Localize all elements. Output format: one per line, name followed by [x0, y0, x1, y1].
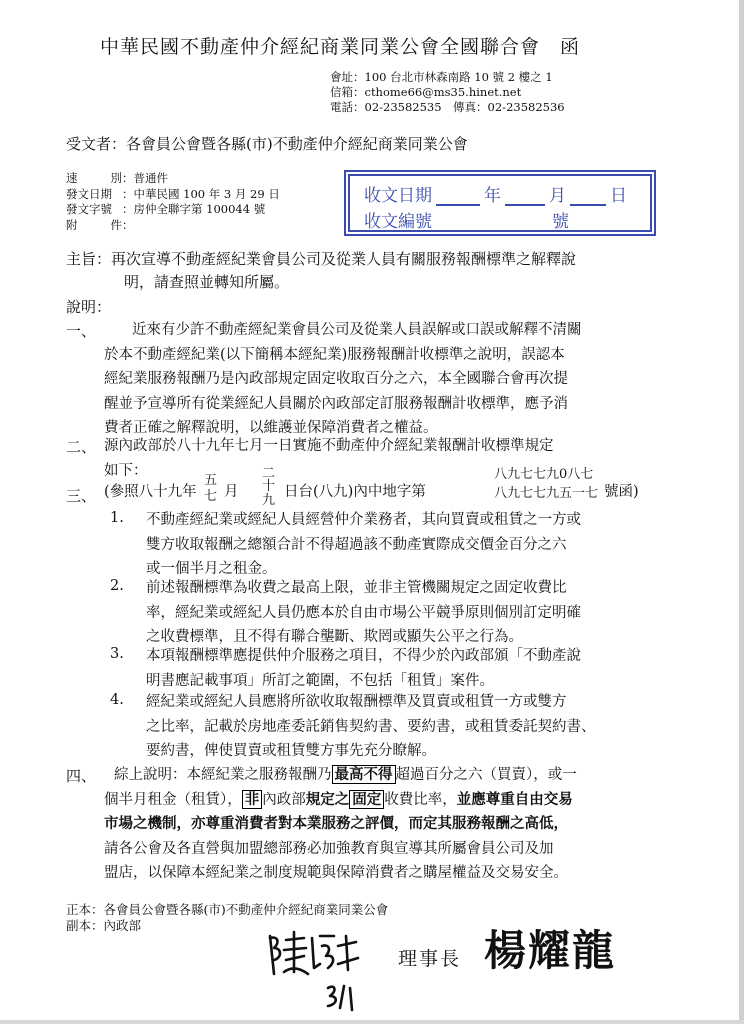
item-three-day-mid: 十 [262, 479, 276, 494]
subject-line-2: 明，請查照並轉知所屬。 [124, 273, 290, 291]
stamp-number-prefix: 收文編號 [364, 212, 432, 232]
contact-block [330, 70, 565, 115]
meta-attach-label-1: 附 [66, 217, 78, 232]
item-three-number: 三、 [66, 487, 97, 505]
item-three-doc-no-top: 八九七七九0八七 [494, 467, 594, 482]
sub-item-line: 之收費標準，且不得有聯合壟斷、欺罔或顯失公平之行為。 [146, 629, 523, 645]
copy-recipients: 副本：內政部 [66, 918, 142, 933]
item-three-day-top: 二 [262, 466, 276, 481]
item-four-line-1: 綜上說明：本經紀業之服務報酬乃 最高不得 超過百分之六（買賣），或一 [114, 766, 577, 783]
stamp-number-blank [436, 212, 548, 232]
meta-number: 發文字號 ： 房仲全聯字第 100044 號 [66, 202, 266, 216]
sub-item-line: 不動產經紀業或經紀人員經營仲介業務者，其向買賣或租賃之一方或 [146, 512, 581, 528]
sub-item-line: 或一個半月之租金。 [146, 561, 277, 577]
sub-item-1-number: 1. [110, 510, 124, 526]
receipt-stamp [344, 170, 656, 236]
stamp-date-line [364, 180, 654, 206]
stamp-number-suffix: 號 [552, 212, 569, 232]
sub-item-4-text [146, 690, 660, 764]
stamp-date-prefix: 收文日期 [364, 186, 432, 206]
chairman-name-seal: 楊耀龍 [484, 926, 617, 975]
sub-item-1-text [146, 508, 660, 582]
stamp-month: 月 [549, 186, 566, 206]
boxed-fixed: 固定 [349, 790, 384, 809]
contact-phone: 電話：02-23582535 傳真：02-23582536 [330, 100, 565, 114]
sub-item-line: 明書應記載事項」所訂之範圍，不包括「租賃」案件。 [146, 672, 494, 689]
item-three-doc-no-bottom: 八九七七九五一七 [494, 486, 599, 501]
item-one-text [104, 318, 660, 441]
sub-item-line: 之比率，記載於房地產委託銷售契約書、要約書，或租賃委託契約書、 [146, 718, 596, 735]
meta-date: 發文日期 ： 中華民國 100 年 3 月 29 日 [66, 186, 280, 201]
item-one-line: 費者正確之解釋說明，以維護並保障消費者之權益。 [104, 420, 438, 436]
item-one-line: 醒並予宣導所有從業經紀人員關於內政部定訂服務報酬計收標準，應予消 [104, 395, 568, 412]
meta-number-label: 發文字號 [66, 202, 112, 216]
sub-item-2-text [146, 576, 660, 650]
item-one-number: 一、 [66, 322, 97, 340]
scan-edge-right [739, 0, 744, 1024]
sub-item-3-text [146, 644, 660, 693]
dispatch-meta [66, 171, 280, 233]
boxed-max-not-exceed: 最高不得 [332, 765, 396, 784]
item-three-day-bottom: 九 [262, 493, 276, 508]
item-two-number: 二、 [66, 438, 97, 456]
item-two-line-1: 源內政部於八十九年七月一日實施不動產仲介經紀業報酬計收標準規定 [104, 438, 554, 454]
item-four-line-2: 個半月租金（租賃）， 非 內政部規定之 固定 收費比率，並應尊重自由交易 [104, 790, 573, 808]
item-three-month-bottom: 七 [204, 489, 218, 504]
subject-block [66, 248, 576, 294]
item-three-month-top: 五 [204, 473, 218, 488]
sub-item-line: 雙方收取報酬之總額合計不得超過該不動產實際成交價金百分之六 [146, 536, 567, 553]
handwritten-signature [264, 928, 374, 1016]
sub-item-3-number: 3. [110, 646, 124, 662]
sub-item-line: 率，經紀業或經紀人員仍應本於自由市場公平競爭原則個別訂定明確 [146, 604, 581, 621]
sub-item-line: 本項報酬標準應提供仲介服務之項目，不得少於內政部頒「不動產說 [146, 648, 581, 664]
stamp-number-line [364, 206, 654, 232]
sub-item-2-number: 2. [110, 578, 124, 594]
boxed-not: 非 [242, 790, 263, 809]
meta-speed-label-2: 別 [110, 171, 122, 185]
item-two-line-2: 如下： [104, 462, 148, 479]
chairman-title: 理事長 [398, 948, 462, 970]
letter-title: 中華民國不動產仲介經紀商業同業公會全國聯合會 函 [100, 36, 581, 58]
item-four-line-4: 請各公會及各直營與加盟總部務必加強教育與宣導其所屬會員公司及加 [104, 840, 554, 857]
stamp-year: 年 [484, 186, 501, 206]
explanation-label: 說明： [66, 298, 112, 316]
meta-speed-value: 普通件 [133, 171, 168, 185]
subject-label: 主旨： [66, 250, 112, 268]
meta-speed-label-1: 速 [66, 171, 78, 185]
meta-date-label: 發文日期 [66, 186, 112, 201]
item-one-line: 近來有少許不動產經紀業會員公司及從業人員誤解或口誤或解釋不清關 [132, 322, 582, 338]
meta-speed: 速 別 ： 普通件 [66, 171, 168, 185]
item-three-part-2: 日台(八九)內中地字第 [284, 484, 426, 500]
meta-attach: 附 件 ： [66, 217, 134, 232]
item-three-part-1: (參照八十九年 [104, 484, 197, 500]
scan-edge-bottom [0, 1020, 744, 1024]
sub-item-line: 前述報酬標準為收費之最高上限，並非主管機關規定之固定收費比 [146, 580, 567, 596]
sub-item-4-number: 4. [110, 692, 124, 708]
recipient-line: 受文者：各會員公會暨各縣(市)不動產仲介經紀商業同業公會 [66, 135, 468, 153]
stamp-day: 日 [610, 186, 627, 206]
item-one-line: 經紀業服務報酬乃是內政部規定固定收取百分之六，本全國聯合會再次提 [104, 371, 568, 387]
meta-attach-label-2: 件 [110, 217, 122, 232]
item-three-part-3: 號函) [604, 484, 639, 500]
item-four-number: 四、 [66, 767, 97, 785]
item-four-line-3: 市場之機制，亦尊重消費者對本業服務之評價，而定其服務報酬之高低， [104, 815, 568, 832]
item-four-text [104, 763, 660, 886]
sub-item-line: 要約書，俾使買賣或租賃雙方事先充分瞭解。 [146, 743, 436, 759]
stamp-year-blank [436, 186, 480, 206]
meta-number-value: 房仲全聯字第 100044 號 [133, 202, 266, 216]
item-four-line-5: 盟店，以保障本經紀業之制度規範與保障消費者之購屋權益及交易安全。 [104, 865, 568, 881]
item-one-line: 於本不動產經紀業(以下簡稱本經紀業)服務報酬計收標準之說明，誤認本 [104, 346, 565, 363]
contact-address: 會址：100 台北市林森南路 10 號 2 樓之 1 [330, 70, 553, 84]
sub-item-line: 經紀業或經紀人員應將所欲收取報酬標準及買賣或租賃一方或雙方 [146, 694, 567, 710]
original-recipients: 正本：各會員公會暨各縣(市)不動產仲介經紀商業同業公會 [66, 902, 389, 917]
item-three-yue: 月 [224, 484, 239, 500]
stamp-month-blank [505, 186, 545, 206]
subject-line-1: 再次宣導不動產經紀業會員公司及從業人員有關服務報酬標準之解釋說 [111, 250, 577, 268]
stamp-day-blank [570, 186, 606, 206]
contact-email: 信箱：cthome66@ms35.hinet.net [330, 85, 522, 99]
meta-date-value: 中華民國 100 年 3 月 29 日 [133, 186, 280, 201]
